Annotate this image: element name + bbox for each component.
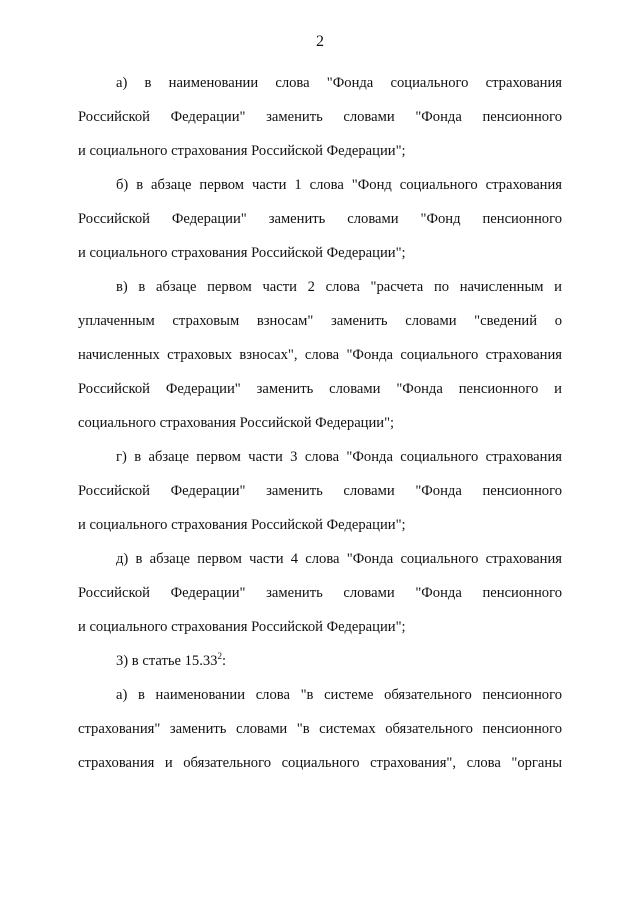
text-line: Российской Федерации" заменить словами "Фонд пенсионного xyxy=(78,211,562,227)
page-number: 2 xyxy=(316,33,324,50)
text-line: страхования и обязательного социального страхования", слова "органы xyxy=(78,755,562,771)
article-reference: 3) в статье 15.33 xyxy=(116,653,218,669)
text-line: и социального страхования Российской Федерации"; xyxy=(78,245,406,261)
article-suffix: : xyxy=(221,653,227,669)
text-line: и социального страхования Российской Федерации"; xyxy=(78,143,406,159)
text-line: а) в наименовании слова "в системе обязательного пенсионного xyxy=(116,687,562,703)
text-line: и социального страхования Российской Федерации"; xyxy=(78,619,406,635)
text-line: уплаченным страховым взносам" заменить словами "сведений о xyxy=(78,313,562,329)
item-3-article-heading xyxy=(78,644,562,678)
text-line: страхования" заменить словами "в системах обязательного пенсионного xyxy=(78,721,562,737)
paragraph-g-part-3 xyxy=(78,440,562,542)
text-line: социального страхования Российской Федерации"; xyxy=(78,415,395,431)
paragraph-d-part-4 xyxy=(78,542,562,644)
text-line: б) в абзаце первом части 1 слова "Фонд социального страхования xyxy=(116,177,562,193)
text-line: Российской Федерации" заменить словами "Фонда пенсионного xyxy=(78,109,562,125)
document-body xyxy=(78,66,562,780)
text-line: г) в абзаце первом части 3 слова "Фонда социального страхования xyxy=(116,449,562,465)
text-line: д) в абзаце первом части 4 слова "Фонда социального страхования xyxy=(116,551,562,567)
text-line: Российской Федерации" заменить словами "Фонда пенсионного xyxy=(78,483,562,499)
paragraph-b-part-1 xyxy=(78,168,562,270)
text-line: Российской Федерации" заменить словами "Фонда пенсионного xyxy=(78,585,562,601)
article-superscript: 2 xyxy=(217,651,222,662)
text-line: а) в наименовании слова "Фонда социального страхования xyxy=(116,75,562,91)
text-line: начисленных страховых взносах", слова "Фонда социального страхования xyxy=(78,347,562,363)
paragraph-a-title xyxy=(78,66,562,168)
text-line: и социального страхования Российской Федерации"; xyxy=(78,517,406,533)
text-line: Российской Федерации" заменить словами "Фонда пенсионного и xyxy=(78,381,562,397)
item-3-paragraph-a xyxy=(78,678,562,780)
text-line: в) в абзаце первом части 2 слова "расчета по начисленным и xyxy=(116,279,562,295)
text-line xyxy=(78,644,562,678)
paragraph-v-part-2 xyxy=(78,270,562,440)
